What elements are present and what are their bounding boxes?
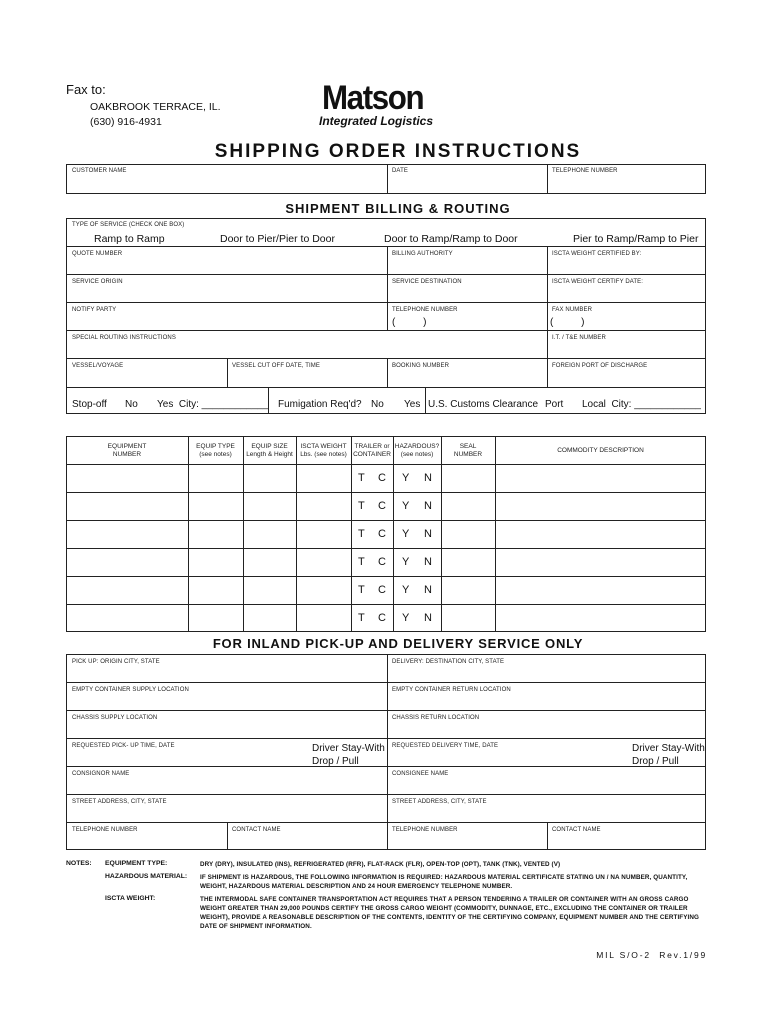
service-ramp-to-ramp[interactable]: Ramp to Ramp (94, 233, 165, 245)
hazardous-note: IF SHIPMENT IS HAZARDOUS, THE FOLLOWING INFORMATION IS REQUIRED: HAZARDOUS MATERIAL CERTIFICATE STATING UN / NA NUMBER, QUANTITY, WEIGHT, HAZARDOUS MATERIAL DESCRIPTION AND 24 HOUR EMERGENCY TELEPHONE NUMBER. (200, 874, 688, 890)
fax-number-field[interactable]: FAX NUMBER (552, 307, 593, 313)
col-seal-number: SEAL NUMBER (453, 443, 483, 458)
date-field[interactable]: DATE (392, 168, 408, 174)
delivery-drop-pull-option[interactable]: Drop / Pull (632, 756, 679, 767)
col-equip-size: EQUIP SIZE Length & Height (246, 443, 293, 458)
trailer-mark[interactable]: T (358, 612, 365, 624)
logo-tagline: Integrated Logistics (319, 114, 434, 128)
fax-paren: ( ) (550, 317, 585, 328)
hazard-no-mark[interactable]: N (424, 500, 432, 512)
fumigation-yes-option[interactable]: Yes (404, 399, 421, 410)
container-mark[interactable]: C (378, 472, 386, 484)
container-mark[interactable]: C (378, 500, 386, 512)
container-mark[interactable]: C (378, 612, 386, 624)
stopoff-no-option[interactable]: No (125, 399, 138, 410)
requested-pickup-field[interactable]: REQUESTED PICK- UP TIME, DATE (72, 743, 175, 749)
hazard-no-mark[interactable]: N (424, 556, 432, 568)
service-door-to-pier[interactable]: Door to Pier/Pier to Door (220, 233, 335, 245)
col-equip-type: EQUIP TYPE (see notes) (196, 443, 235, 458)
container-mark[interactable]: C (378, 584, 386, 596)
container-mark[interactable]: C (378, 528, 386, 540)
consignee-contact-field[interactable]: CONTACT NAME (552, 827, 601, 833)
chassis-supply-field[interactable]: CHASSIS SUPPLY LOCATION (72, 715, 158, 721)
service-origin-field[interactable]: SERVICE ORIGIN (72, 279, 123, 285)
foreign-port-field[interactable]: FOREIGN PORT OF DISCHARGE (552, 363, 648, 369)
delivery-driver-stay-option[interactable]: Driver Stay-With (632, 743, 705, 754)
hazardous-key: HAZARDOUS MATERIAL: (105, 873, 188, 880)
consignee-name-field[interactable]: CONSIGNEE NAME (392, 771, 449, 777)
trailer-mark[interactable]: T (358, 556, 365, 568)
notes-label: NOTES: (66, 860, 92, 867)
billing-box (66, 218, 706, 414)
consignee-address-field[interactable]: STREET ADDRESS, CITY, STATE (392, 799, 487, 805)
fumigation-label: Fumigation Req'd? (278, 399, 362, 410)
consignor-contact-field[interactable]: CONTACT NAME (232, 827, 281, 833)
hazard-no-mark[interactable]: N (424, 472, 432, 484)
chassis-return-field[interactable]: CHASSIS RETURN LOCATION (392, 715, 480, 721)
col-hazardous: HAZARDOUS? (see notes) (394, 443, 440, 458)
service-type-label: TYPE OF SERVICE (CHECK ONE BOX) (72, 222, 185, 228)
hazard-no-mark[interactable]: N (424, 528, 432, 540)
equipment-type-key: EQUIPMENT TYPE: (105, 860, 168, 867)
special-routing-field[interactable]: SPECIAL ROUTING INSTRUCTIONS (72, 335, 176, 341)
hazard-no-mark[interactable]: N (424, 584, 432, 596)
fax-phone: (630) 916-4931 (90, 116, 162, 128)
stopoff-label: Stop-off (72, 399, 107, 410)
customs-clearance-label: U.S. Customs Clearance (428, 399, 539, 410)
consignor-telephone-field[interactable]: TELEPHONE NUMBER (72, 827, 138, 833)
notify-party-field[interactable]: NOTIFY PARTY (72, 307, 117, 313)
empty-return-field[interactable]: EMPTY CONTAINER RETURN LOCATION (392, 687, 511, 693)
service-pier-to-ramp[interactable]: Pier to Ramp/Ramp to Pier (573, 233, 699, 245)
delivery-destination-field[interactable]: DELIVERY: DESTINATION CITY, STATE (392, 659, 505, 665)
container-mark[interactable]: C (378, 556, 386, 568)
iscta-key: ISCTA WEIGHT: (105, 895, 156, 902)
notify-telephone-field[interactable]: TELEPHONE NUMBER (392, 307, 458, 313)
hazard-no-mark[interactable]: N (424, 612, 432, 624)
trailer-mark[interactable]: T (358, 472, 365, 484)
iscta-certified-by-field[interactable]: ISCTA WEIGHT CERTIFIED BY: (552, 251, 642, 257)
customs-port-option[interactable]: Port (545, 399, 564, 410)
customs-local-city[interactable]: Local City: ____________ (582, 399, 701, 410)
iscta-note: THE INTERMODAL SAFE CONTAINER TRANSPORTATION ACT REQUIRES THAT A PERSON TENDERING A TRAILER OR CONTAINER WITH AN GROSS CARGO WEIGHT GREATER THAN 29,000 POUNDS CERTIFY THE GROSS CARGO WEIGHT (COMMODITY, DUNNAGE, ETC., EXCLUDING THE CONTAINER OR TRAILER WEIGHT), PROVIDE A REASONABLE DESCRIPTION OF THE CONTENTS, IDENTITY OF THE CERTIFYING COMPANY, EQUIPMENT NUMBER AND THE CERTIFYING DATE OF SHIPMENT INFORMATION. (200, 896, 700, 930)
iscta-certify-date-field[interactable]: ISCTA WEIGHT CERTIFY DATE: (552, 279, 644, 285)
phone-paren: ( ) (392, 317, 427, 328)
form-id: MIL S/O-2 Rev.1/99 (596, 950, 707, 960)
page-title: SHIPPING ORDER INSTRUCTIONS (214, 141, 582, 162)
pickup-drop-pull-option[interactable]: Drop / Pull (312, 756, 359, 767)
matson-logo (318, 79, 448, 131)
customer-name-field[interactable]: CUSTOMER NAME (72, 168, 127, 174)
hazard-yes-mark[interactable]: Y (402, 500, 410, 512)
col-commodity: COMMODITY DESCRIPTION (557, 447, 644, 454)
fax-city: OAKBROOK TERRACE, IL. (90, 101, 221, 113)
consignor-name-field[interactable]: CONSIGNOR NAME (72, 771, 130, 777)
fax-label: Fax to: (66, 82, 106, 97)
vessel-voyage-field[interactable]: VESSEL/VOYAGE (72, 363, 124, 369)
stopoff-yes-city[interactable]: Yes City: ____________ (157, 399, 269, 410)
service-door-to-ramp[interactable]: Door to Ramp/Ramp to Door (384, 233, 518, 245)
pickup-driver-stay-option[interactable]: Driver Stay-With (312, 743, 385, 754)
vessel-cutoff-field[interactable]: VESSEL CUT OFF DATE, TIME (232, 363, 320, 369)
requested-delivery-field[interactable]: REQUESTED DELIVERY TIME, DATE (392, 743, 499, 749)
service-destination-field[interactable]: SERVICE DESTINATION (392, 279, 462, 285)
consignor-address-field[interactable]: STREET ADDRESS, CITY, STATE (72, 799, 167, 805)
col-equipment-number: EQUIPMENT NUMBER (107, 443, 147, 458)
fumigation-no-option[interactable]: No (371, 399, 384, 410)
billing-title: SHIPMENT BILLING & ROUTING (285, 201, 511, 216)
quote-number-field[interactable]: QUOTE NUMBER (72, 251, 123, 257)
equipment-table (66, 436, 706, 632)
hazard-yes-mark[interactable]: Y (402, 556, 410, 568)
hazard-yes-mark[interactable]: Y (402, 612, 410, 624)
equipment-type-note: DRY (DRY), INSULATED (INS), REFRIGERATED (RFR), FLAT-RACK (FLR), OPEN-TOP (OPT), TANK (TNK), VENTED (V) (200, 861, 561, 868)
col-iscta-weight: ISCTA WEIGHT Lbs. (see notes) (300, 443, 347, 458)
hazard-yes-mark[interactable]: Y (402, 472, 410, 484)
inland-title: FOR INLAND PICK-UP AND DELIVERY SERVICE ONLY (212, 636, 584, 651)
empty-supply-field[interactable]: EMPTY CONTAINER SUPPLY LOCATION (72, 687, 189, 693)
it-te-number-field[interactable]: I.T. / T&E NUMBER (552, 335, 606, 341)
inland-box (66, 654, 706, 850)
trailer-mark[interactable]: T (358, 528, 365, 540)
pickup-origin-field[interactable]: PICK UP: ORIGIN CITY, STATE (72, 659, 160, 665)
billing-authority-field[interactable]: BILLING AUTHORITY (392, 251, 453, 257)
consignee-telephone-field[interactable]: TELEPHONE NUMBER (392, 827, 458, 833)
hazard-yes-mark[interactable]: Y (402, 584, 410, 596)
logo-name: Matson (322, 79, 424, 117)
trailer-mark[interactable]: T (358, 500, 365, 512)
booking-number-field[interactable]: BOOKING NUMBER (392, 363, 450, 369)
col-trailer-container: TRAILER or CONTAINER (353, 443, 391, 458)
trailer-mark[interactable]: T (358, 584, 365, 596)
telephone-field[interactable]: TELEPHONE NUMBER (552, 168, 618, 174)
hazard-yes-mark[interactable]: Y (402, 528, 410, 540)
